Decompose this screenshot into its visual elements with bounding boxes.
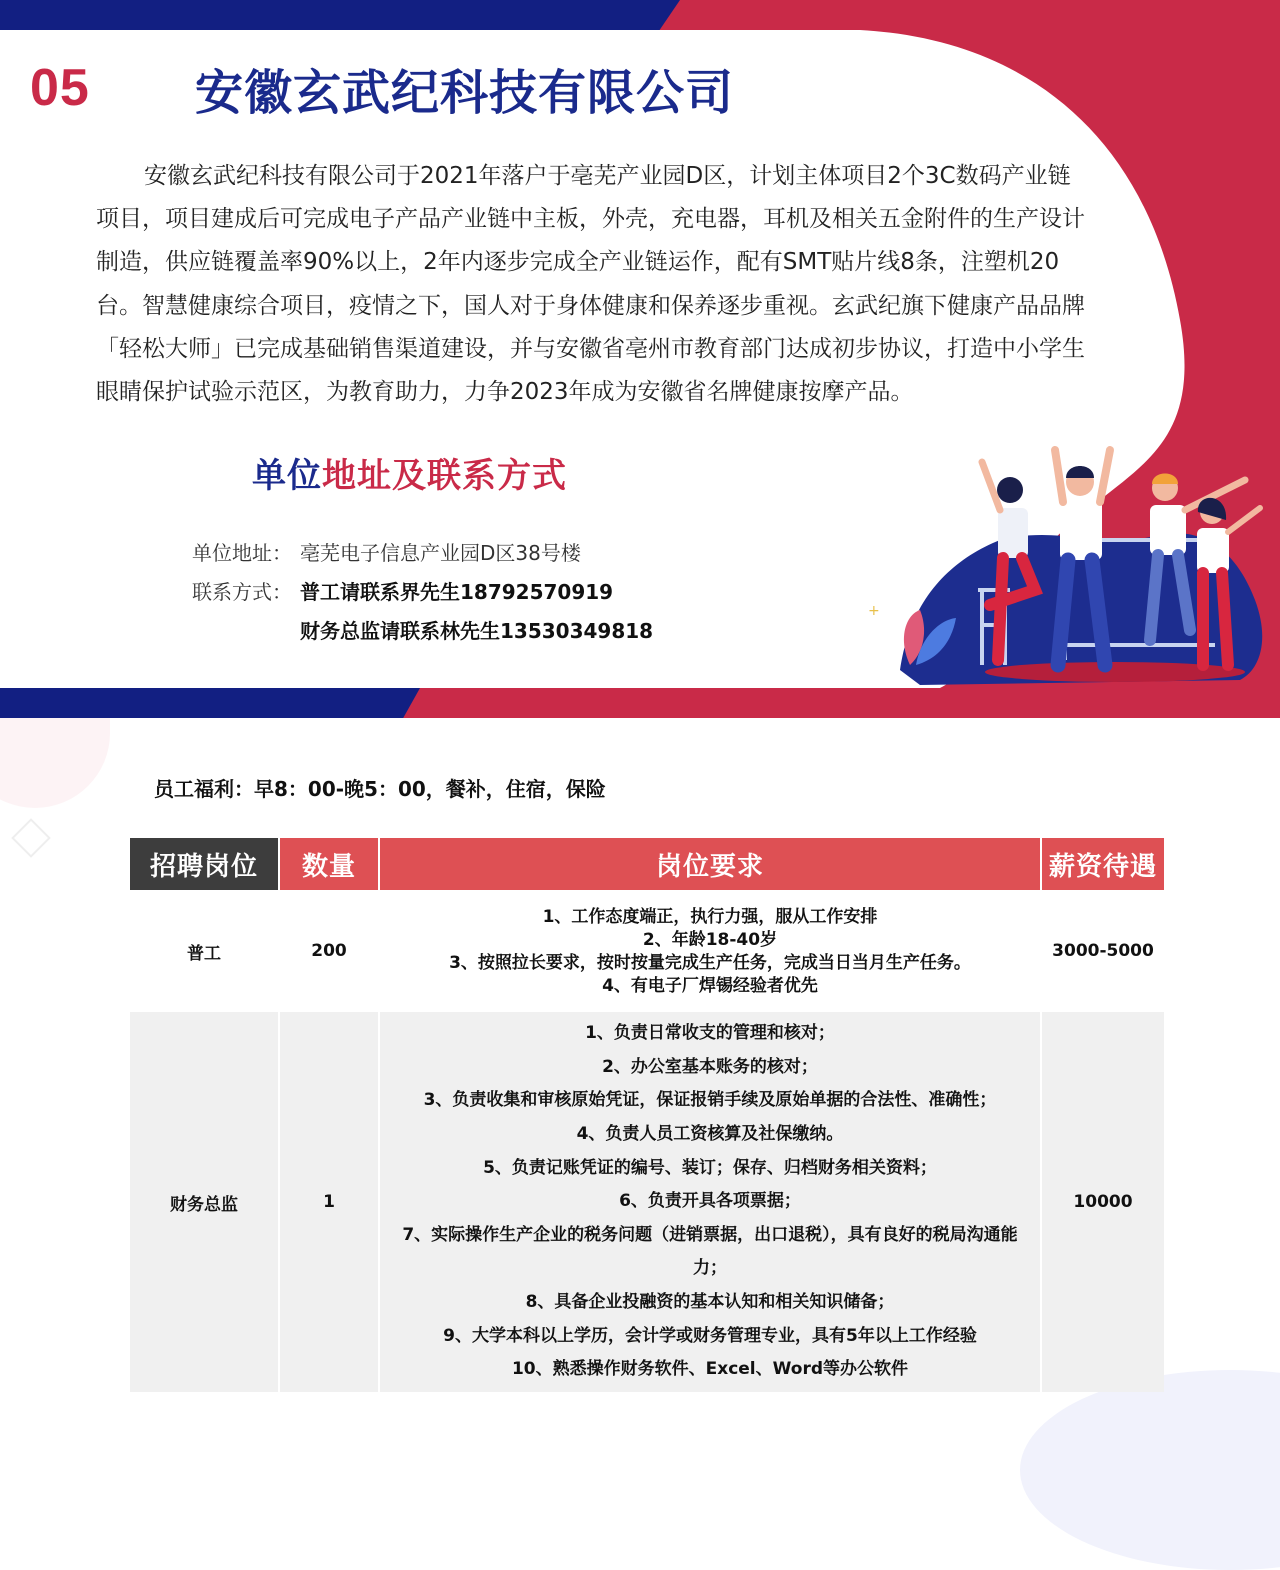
requirement-item: 1、工作态度端正，执行力强，服从工作安排 <box>542 907 878 927</box>
requirement-item: 8、具备企业投融资的基本认知和相关知识储备； <box>525 1291 895 1312</box>
team-celebration-illustration <box>860 440 1280 700</box>
contact-heading-part2: 地址及联系方式 <box>322 456 567 496</box>
phone-row-finance <box>300 615 653 644</box>
svg-text:+: + <box>868 603 880 619</box>
decorative-arc <box>1020 1370 1280 1570</box>
contact-heading-part1: 单位 <box>252 456 322 496</box>
cell-position: 普工 <box>130 890 278 1012</box>
cell-position: 财务总监 <box>130 1012 278 1392</box>
cell-quantity: 200 <box>280 890 378 1012</box>
header-salary: 薪资待遇 <box>1042 838 1164 890</box>
phone-worker: 普工请联系界先生18792570919 <box>300 580 614 604</box>
company-title: 安徽玄武纪科技有限公司 <box>195 65 735 121</box>
top-blue-stripe <box>0 0 680 30</box>
cell-salary: 3000-5000 <box>1042 890 1164 1012</box>
header-quantity: 数量 <box>280 838 378 890</box>
phone-finance: 财务总监请联系林先生13530349818 <box>300 619 654 643</box>
requirement-item: 6、负责开具各项票据； <box>619 1191 801 1212</box>
requirement-item: 7、实际操作生产企业的税务问题（进销票据，出口退税），具有良好的税局沟通能力； <box>402 1224 1018 1279</box>
employee-benefits: 员工福利：早8：00-晚5：00，餐补，住宿，保险 <box>154 777 606 801</box>
requirement-item: 2、办公室基本账务的核对； <box>602 1056 818 1077</box>
address-value: 亳芜电子信息产业园D区38号楼 <box>300 541 581 565</box>
decorative-diamond-icon <box>11 818 51 858</box>
bottom-blue-stripe <box>0 688 420 718</box>
requirement-item: 3、按照拉长要求，按时按量完成生产任务，完成当日当月生产任务。 <box>449 953 971 973</box>
cell-requirements <box>380 1012 1040 1392</box>
requirement-item: 9、大学本科以上学历，会计学或财务管理专业，具有5年以上工作经验 <box>443 1325 977 1346</box>
address-row <box>192 537 581 566</box>
requirement-item: 2、年龄18-40岁 <box>642 930 778 950</box>
company-intro-paragraph: 安徽玄武纪科技有限公司于2021年落户于亳芜产业园D区，计划主体项目2个3C数码产业链项目，项目建成后可完成电子产品产业链中主板，外壳，充电器，耳机及相关五金附件的生产设计制造，供应链覆盖率90%以上，2年内逐步完成全产业链运作，配有SMT贴片线8条，注塑机20台。智慧健康综合项目，疫情之下，国人对于身体健康和保养逐步重视。玄武纪旗下健康产品品牌「轻松大师」已完成基础销售渠道建设，并与安徽省亳州市教育部门达成初步协议，打造中小学生眼睛保护试验示范区，为教育助力，力争2023年成为安徽省名牌健康按摩产品。 <box>96 163 1085 406</box>
section-number: 05 <box>30 59 90 117</box>
cell-quantity: 1 <box>280 1012 378 1392</box>
requirement-item: 10、熟悉操作财务软件、Excel、Word等办公软件 <box>511 1359 909 1380</box>
header-position: 招聘岗位 <box>130 838 278 890</box>
table-row <box>130 890 1164 1012</box>
cell-salary: 10000 <box>1042 1012 1164 1392</box>
cell-requirements <box>380 890 1040 1012</box>
requirement-item: 4、有电子厂焊锡经验者优先 <box>602 976 818 996</box>
header-requirements: 岗位要求 <box>380 838 1040 890</box>
address-label: 单位地址： <box>192 541 292 565</box>
table-row <box>130 1012 1164 1392</box>
table-header-row <box>130 838 1164 890</box>
job-table <box>128 838 1166 1392</box>
contact-heading <box>252 448 567 497</box>
decorative-circle <box>0 718 110 808</box>
phone-label: 联系方式： <box>192 580 292 604</box>
requirement-item: 4、负责人员工资核算及社保缴纳。 <box>576 1124 844 1145</box>
requirement-item: 5、负责记账凭证的编号、装订；保存、归档财务相关资料； <box>483 1157 937 1178</box>
requirement-item: 1、负责日常收支的管理和核对； <box>585 1023 835 1044</box>
requirement-item: 3、负责收集和审核原始凭证，保证报销手续及原始单据的合法性、准确性； <box>423 1090 997 1111</box>
phone-row-worker <box>192 576 613 605</box>
